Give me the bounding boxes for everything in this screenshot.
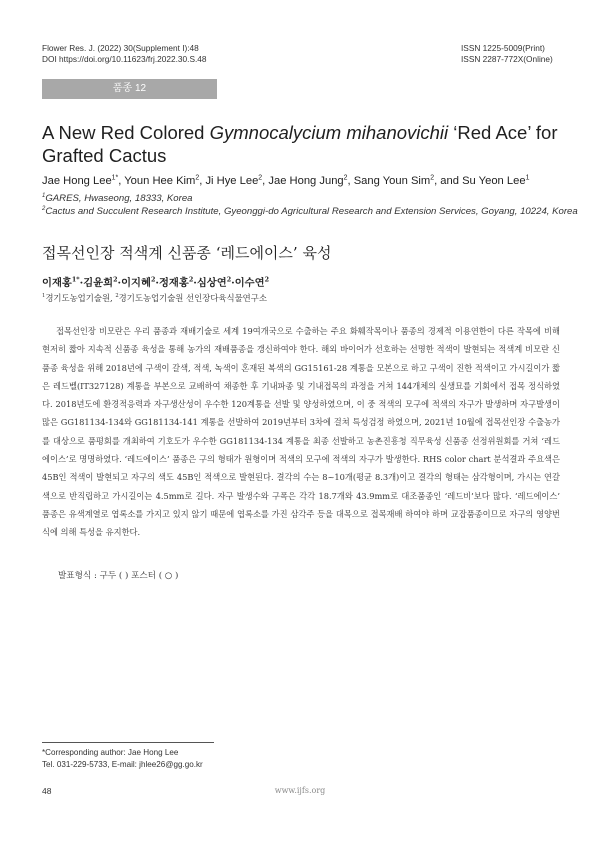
issn-online: ISSN 2287-772X(Online)	[461, 54, 553, 64]
author-ko-name: 정재홍	[158, 277, 189, 289]
author-ko-separator: ·	[117, 277, 122, 289]
affiliation-1-sup: 1	[42, 192, 46, 199]
doi-line: DOI https://doi.org/10.11623/frj.2022.30.S.48	[42, 54, 207, 64]
author-en-separator: , and	[434, 175, 463, 187]
footnote-rule	[42, 742, 214, 743]
author-en-sup: 1	[525, 174, 530, 182]
author-en-separator: ,	[262, 175, 269, 187]
affiliation-2-text: Cactus and Succulent Research Institute, Gyeonggi-do Agricultural Research and Extension Services, Goyang, 10224, Korea	[45, 206, 578, 217]
affiliation-1	[42, 192, 582, 206]
author-ko-name: 이지혜	[121, 277, 151, 289]
author-ko-sup: 2	[188, 275, 194, 284]
author-en-separator: ,	[118, 175, 125, 187]
english-authors	[42, 174, 582, 189]
author-en-name: Su Yeon Lee	[462, 175, 526, 187]
affiliation-2	[42, 205, 582, 219]
author-ko-sup: 2	[113, 275, 118, 284]
abstract-text: 접목선인장 비모란은 우리 품종과 재배기술로 세계 19여개국으로 수출하는 주요 화훼작목이나 품종의 경제적 이용연한이 다른 작목에 비해 현저히 짧아 지속적 신품종 육성을 통해 농가의 재배품종을 갱신하여야 한다. 해외 바이어가 선호하는 선명한 적색이 발현되는 적색계 비모란 신품종 육성을 위해 2018년에 구색이 갈색, 적색, 녹색이 혼재된 복색의 GG15161-28 계통을 모본으로 하고 구색이 진한 적색이고 가시길이가 짧은 레드벨(IT327128) 계통을 부본으로 교배하여 채종한 후 기내파종 및 기내접목의 과정을 거쳐 144개체의 실생묘를 기회에서 접목 정식하였다. 2018년도에 환경적응력과 자구생산성이 우수한 120계통을 선발 및 양성하였으며, 이 중 적색의 모구에 적색의 자구가 발생하며 자구발생이 많은 GG181134-134와 GG181134-141 계통을 선발하여 2019년부터 3차에 걸쳐 특성검정 하였으며, 2021년 10월에 접목선인장 수출농가를 대상으로 품평회를 개최하여 기호도가 우수한 GG181134-134 계통을 최종 선발하고 농촌진흥청 직무육성 신품종 선정위원회를 거쳐 ‘레드에이스’로 명명하였다. ‘레드에이스’ 품종은 구의 형태가 원형이며 적색의 모구에 적색의 자구가 발생한다. RHS color chart 분석결과 주요색은 45B인 적색이 발현되고 자구의 색도 45B인 적색으로 발현된다. 결각의 수는 8~10개(평균 8.3개)이고 결각의 형태는 삼각형이며, 가시는 연갈색으로 반직립하고 가시길이는 4.5mm로 길다. 자구 발생수와 구폭은 각각 18.7개와 43.9mm로 대조품종인 ‘레드비’보다 많다. ‘레드에이스’ 품종은 유색계열로 엽록소를 가지고 있지 않기 때문에 엽록소를 가진 삼각주 등을 대목으로 접목재배 하여야 하며 교잡품종이므로 자구의 영양번식에 의해 특성을 유지한다.	[42, 326, 560, 538]
author-ko-sup: 2	[226, 275, 232, 284]
author-en-name: Sang Youn Sim	[353, 175, 431, 187]
author-ko-separator: ·	[79, 277, 84, 289]
issn-print: ISSN 1225-5009(Print)	[461, 43, 545, 53]
affiliation-1-text: GARES, Hwaseong, 18333, Korea	[45, 193, 193, 204]
author-en-separator: ,	[199, 175, 206, 187]
author-ko-separator: ·	[193, 277, 197, 289]
journal-citation: Flower Res. J. (2022) 30(Supplement I):48	[42, 43, 199, 53]
affiliation-2-sup: 2	[42, 205, 46, 212]
title-part1: A New Red Colored	[42, 122, 210, 143]
author-en-sup: 2	[343, 174, 348, 182]
author-en-name: Ji Hye Lee	[205, 175, 259, 187]
author-en-name: Youn Hee Kim	[124, 175, 196, 187]
korean-affiliation-1-sup: 1	[42, 293, 46, 300]
author-ko-name: 김윤희	[83, 277, 114, 289]
author-en-sup: 2	[195, 174, 200, 182]
korean-affiliation-2-text: 경기도농업기술원 선인장다육식물연구소	[118, 293, 267, 303]
korean-affiliation-2-sup: 2	[115, 293, 119, 300]
author-en-sup: 2	[258, 174, 263, 182]
author-ko-sup: 1*	[71, 275, 80, 284]
author-en-sup: 1*	[111, 174, 119, 182]
abstract	[42, 322, 560, 542]
author-ko-sup: 2	[150, 275, 156, 284]
corresponding-author: *Corresponding author: Jae Hong Lee	[42, 748, 179, 757]
author-ko-separator: ·	[231, 277, 235, 289]
author-ko-name: 이재홍	[42, 277, 72, 289]
author-en-name: Jae Hong Jung	[268, 175, 344, 187]
presentation-format: 발표형식 : 구두 ( ) 포스터 ( ○ )	[58, 571, 179, 581]
page-number: 48	[42, 786, 52, 796]
author-en-sup: 2	[430, 174, 435, 182]
korean-authors	[42, 276, 269, 290]
author-ko-name: 이수연	[234, 277, 265, 289]
korean-affiliation-1-text: 경기도농업기술원,	[45, 293, 116, 303]
author-ko-name: 심상연	[196, 277, 227, 289]
title-part2: ‘Red Ace’ for Grafted Cactus	[42, 122, 558, 166]
contact-info: Tel. 031-229-5733, E-mail: jhlee26@gg.go.kr	[42, 760, 203, 769]
title-species: Gymnocalycium mihanovichii	[209, 122, 449, 143]
author-en-separator: ,	[347, 175, 354, 187]
author-ko-sup: 2	[264, 275, 269, 284]
english-title	[42, 121, 572, 167]
author-en-name: Jae Hong Lee	[42, 175, 112, 187]
korean-title: 접목선인장 적색계 신품종 ‘레드에이스’ 육성	[42, 244, 332, 262]
author-ko-separator: ·	[155, 277, 159, 289]
journal-website: www.ijfs.org	[274, 786, 326, 795]
section-tag: 품종 12	[42, 79, 217, 99]
korean-affiliations	[42, 292, 267, 304]
